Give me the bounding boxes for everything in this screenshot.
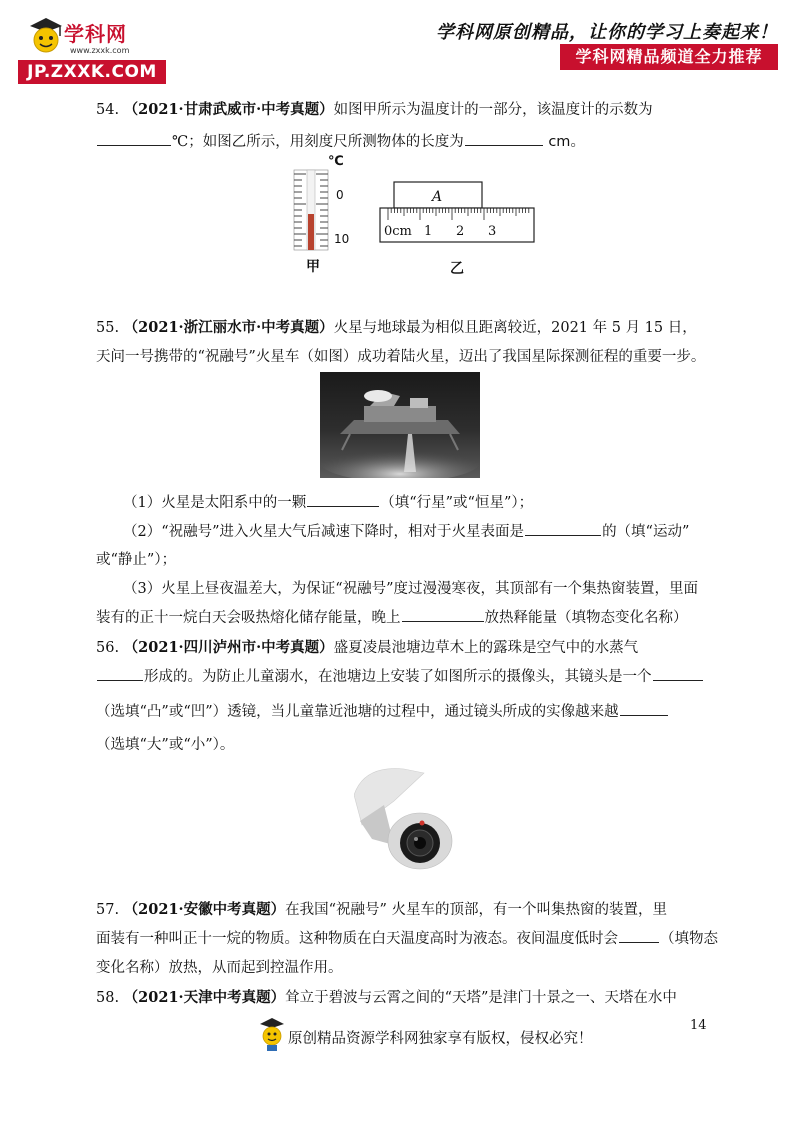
q56-text-3: （选填“凸”或“凹”）透镜，当儿童靠近池塘的过程中，通过镜头所成的实像越来越 <box>96 704 619 720</box>
q54-end: 。 <box>570 134 585 150</box>
logo-url: www.zxxk.com <box>70 46 130 55</box>
logo-title: 学科网 <box>64 22 127 46</box>
ruler-object-label: A <box>432 189 443 205</box>
q56-blank-1 <box>97 679 143 681</box>
thermometer-tick-bottom: 10 <box>334 232 350 246</box>
q55-part-3-cont <box>96 606 688 627</box>
logo-band: JP.ZXXK.COM <box>18 60 166 84</box>
q56-text-2: 形成的。为防止儿童溺水，在池塘边上安装了如图所示的摄像头，其镜头是一个 <box>144 669 652 685</box>
q55-number: 55. <box>96 320 120 336</box>
q57-blank-1 <box>619 941 659 943</box>
q56-line-4: （选填“大”或“小”）。 <box>96 737 235 753</box>
q56-blank-2 <box>653 679 703 681</box>
q56-line-2 <box>96 665 704 686</box>
q55-part-1 <box>123 491 533 512</box>
ruler-label-3: 3 <box>488 224 497 239</box>
q57-text-1: 在我国“祝融号” 火星车的顶部，有一个叫集热窗的装置，里 <box>285 902 668 918</box>
q57-line-3: 变化名称）放热，从而起到控温作用。 <box>96 960 343 976</box>
q54-line-2 <box>96 130 585 151</box>
q55-part-3-text: 装有的正十一烷白天会吸热熔化储存能量，晚上 <box>96 610 401 626</box>
thermometer-tick-top: 0 <box>336 188 344 202</box>
thermometer-figure <box>288 156 358 276</box>
footer-copyright: 原创精品资源学科网独家享有版权，侵权必究！ <box>288 1031 593 1047</box>
q54-number: 54. <box>96 102 120 118</box>
q54-text-2: ℃；如图乙所示，用刻度尺所测物体的长度为 <box>172 134 464 150</box>
ruler-figure <box>378 180 538 280</box>
q55-part-1-text: （1）火星是太阳系中的一颗 <box>123 495 307 511</box>
q56-blank-3 <box>620 714 668 716</box>
q54-unit: cm <box>548 134 571 150</box>
q57-text-2-hint: （填物态 <box>660 931 718 947</box>
footer-mascot-icon <box>258 1016 286 1052</box>
q56-source: （2021·四川泸州市·中考真题） <box>123 639 334 656</box>
q58-number: 58. <box>96 990 120 1006</box>
q55-part-3: （3）火星上昼夜温差大，为保证“祝融号”度过漫漫寒夜，其顶部有一个集热窗装置，里面 <box>123 581 699 597</box>
q57-line-1 <box>96 898 667 919</box>
q58-source: （2021·天津中考真题） <box>123 989 286 1006</box>
security-camera-photo <box>354 765 454 871</box>
q56-line-3 <box>96 700 669 721</box>
q55-line-1 <box>96 316 697 337</box>
ruler-caption: 乙 <box>450 261 464 277</box>
q54-text-1: 如图甲所示为温度计的一部分，该温度计的示数为 <box>333 102 653 118</box>
q55-part-2-text: （2）“祝融号”进入火星大气后减速下降时，相对于火星表面是 <box>123 524 525 540</box>
q54-line-1 <box>96 98 653 119</box>
q55-line-2: 天问一号携带的“祝融号”火星车（如图）成功着陆火星，迈出了我国星际探测征程的重要一步。 <box>96 349 706 365</box>
header-slogan-band: 学科网精品频道全力推荐 <box>560 44 778 70</box>
q55-part-2 <box>123 520 689 541</box>
q55-part-2-cont: 或“静止”）； <box>96 552 177 568</box>
q57-line-2 <box>96 927 718 948</box>
ruler-label-0: 0cm <box>384 224 412 239</box>
page-number: 14 <box>690 1018 707 1033</box>
q54-source: （2021·甘肃武威市·中考真题） <box>123 101 334 118</box>
q57-text-2: 面装有一种叫正十一烷的物质。这种物质在白天温度高时为液态。夜间温度低时会 <box>96 931 618 947</box>
ruler-label-2: 2 <box>456 224 465 239</box>
q56-text-1: 盛夏凌晨池塘边草木上的露珠是空气中的水蒸气 <box>333 640 639 656</box>
q55-part-3-hint: 放热释能量（填物态变化名称） <box>484 610 688 626</box>
q54-blank-temperature <box>97 144 171 146</box>
q57-number: 57. <box>96 902 120 918</box>
q55-blank-1 <box>307 505 379 507</box>
q55-part-1-hint: （填“行星”或“恒星”）； <box>380 495 534 511</box>
mascot-icon <box>26 16 64 58</box>
q57-source: （2021·安徽中考真题） <box>123 901 286 918</box>
q58-line-1 <box>96 986 677 1007</box>
q56-number: 56. <box>96 640 120 656</box>
q58-text-1: 耸立于碧波与云霄之间的“天塔”是津门十景之一、天塔在水中 <box>285 990 677 1006</box>
q55-text-1: 火星与地球最为相似且距离较近，2021 年 5 月 15 日， <box>333 320 697 336</box>
q56-line-1 <box>96 636 638 657</box>
q55-source: （2021·浙江丽水市·中考真题） <box>123 319 334 336</box>
q55-blank-2 <box>525 534 601 536</box>
ruler-label-1: 1 <box>424 224 433 239</box>
q54-blank-length <box>465 144 543 146</box>
q55-part-2-hint: 的（填“运动” <box>602 524 690 540</box>
mars-rover-photo <box>320 372 480 478</box>
q55-blank-3 <box>402 620 484 622</box>
thermometer-unit: ℃ <box>328 154 344 169</box>
header-slogan: 学科网原创精品，让你的学习上奏起来！ <box>436 22 778 43</box>
thermometer-caption: 甲 <box>306 259 320 275</box>
